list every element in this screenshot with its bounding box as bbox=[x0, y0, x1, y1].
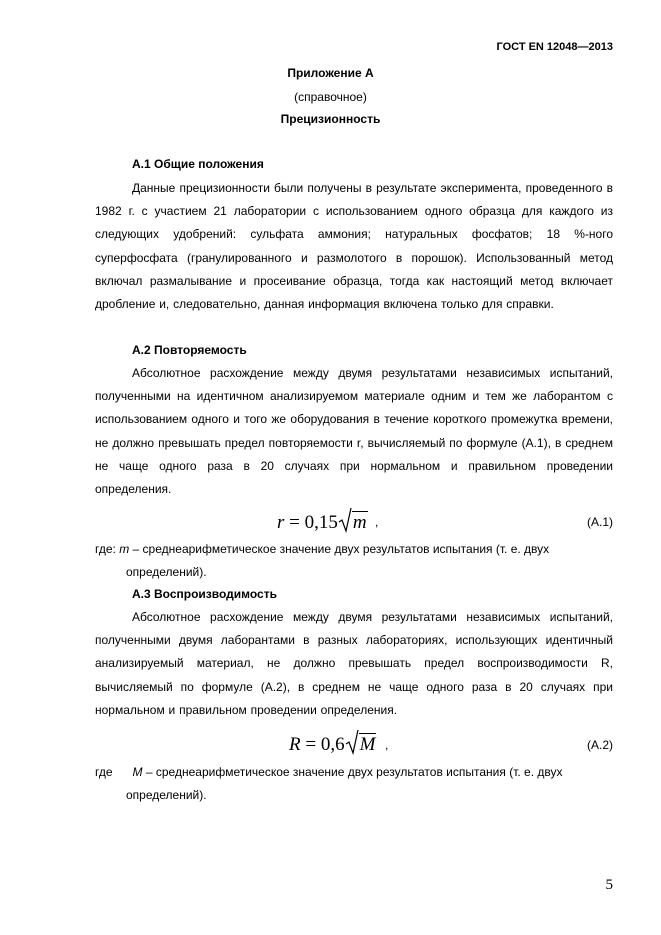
formula-a1 bbox=[277, 507, 368, 534]
formula-a2-lhs: R bbox=[289, 734, 301, 755]
appendix-title: Приложение А bbox=[287, 66, 374, 80]
section-a2-heading: А.2 Повторяемость bbox=[132, 343, 247, 357]
where-a1-prefix: где: bbox=[95, 542, 116, 556]
formula-a1-row bbox=[95, 507, 613, 537]
formula-a1-lhs: r bbox=[277, 512, 285, 533]
formula-a1-var: m bbox=[352, 512, 367, 533]
where-a1-text: – среднеарифметическое значение двух результатов испытания (т. е. двух bbox=[132, 542, 550, 556]
section-a3-heading: А.3 Воспроизводимость bbox=[132, 587, 277, 601]
where-a2-cont: определений). bbox=[126, 788, 207, 802]
sqrt-symbol-a2 bbox=[345, 729, 359, 755]
formula-a2-eq: = 0,6 bbox=[305, 734, 345, 755]
appendix-type: (справочное) bbox=[294, 90, 367, 104]
formula-a1-number: (А.1) bbox=[586, 515, 613, 529]
section-a3-text: Абсолютное расхождение между двумя результатами независимых испытаний, полученными двумя лаборантами в разных лабораториях, использующих идентичный анализируемый материал, не должно превышать предел воспроизводимости R, вычисляемый по формуле (А.2), в среднем не чаще одного раза в 20 случаях при нормальном и правильном проведении определения. bbox=[95, 610, 613, 717]
formula-a1-eq: = 0,15 bbox=[289, 512, 338, 533]
formula-a2 bbox=[289, 729, 376, 756]
section-a1-text: Данные прецизионности были получены в результате эксперимента, проведенного в 1982 г. с участием 21 лаборатории с использованием одного образца для каждого из следующих удобрений: сульфата аммония; натуральных фосфатов; 18 %-ного суперфосфата (гранулированного и размолотого в порошок). Использованный метод включал размалывание и просеивание образца, тогда как настоящий метод включает дробление и, следовательно, данная информация включена только для справки. bbox=[95, 181, 613, 312]
section-a1-heading: А.1 Общие положения bbox=[132, 157, 264, 171]
where-a2-line bbox=[95, 761, 613, 784]
formula-a1-comma: , bbox=[375, 515, 379, 529]
where-a2-var: M bbox=[132, 765, 143, 779]
formula-a2-var: M bbox=[359, 734, 376, 755]
formula-a2-comma: , bbox=[385, 738, 389, 752]
where-a1-line bbox=[95, 538, 613, 561]
page-number: 5 bbox=[605, 877, 613, 893]
where-a2-text: – среднеарифметическое значение двух результатов испытания (т. е. двух bbox=[145, 765, 563, 779]
appendix-subject: Прецизионность bbox=[280, 112, 381, 126]
where-a1-var: m bbox=[119, 542, 130, 556]
document-code: ГОСТ EN 12048—2013 bbox=[496, 41, 613, 53]
where-a1-cont: определений). bbox=[126, 565, 207, 579]
section-a2-text: Абсолютное расхождение между двумя результатами независимых испытаний, полученными на идентичном анализируемом материале одним и тем же лаборантом с использованием одного и того же оборудования в течение короткого промежутка времени, не должно превышать предел повторяемости r, вычисляемый по формуле (А.1), в среднем не чаще одного раза в 20 случаях при нормальном и правильном проведении определения. bbox=[95, 366, 613, 497]
sqrt-symbol-a1 bbox=[338, 507, 352, 533]
where-a2-prefix: где bbox=[95, 765, 113, 779]
formula-a2-number: (А.2) bbox=[586, 738, 613, 752]
formula-a2-row bbox=[95, 729, 613, 759]
